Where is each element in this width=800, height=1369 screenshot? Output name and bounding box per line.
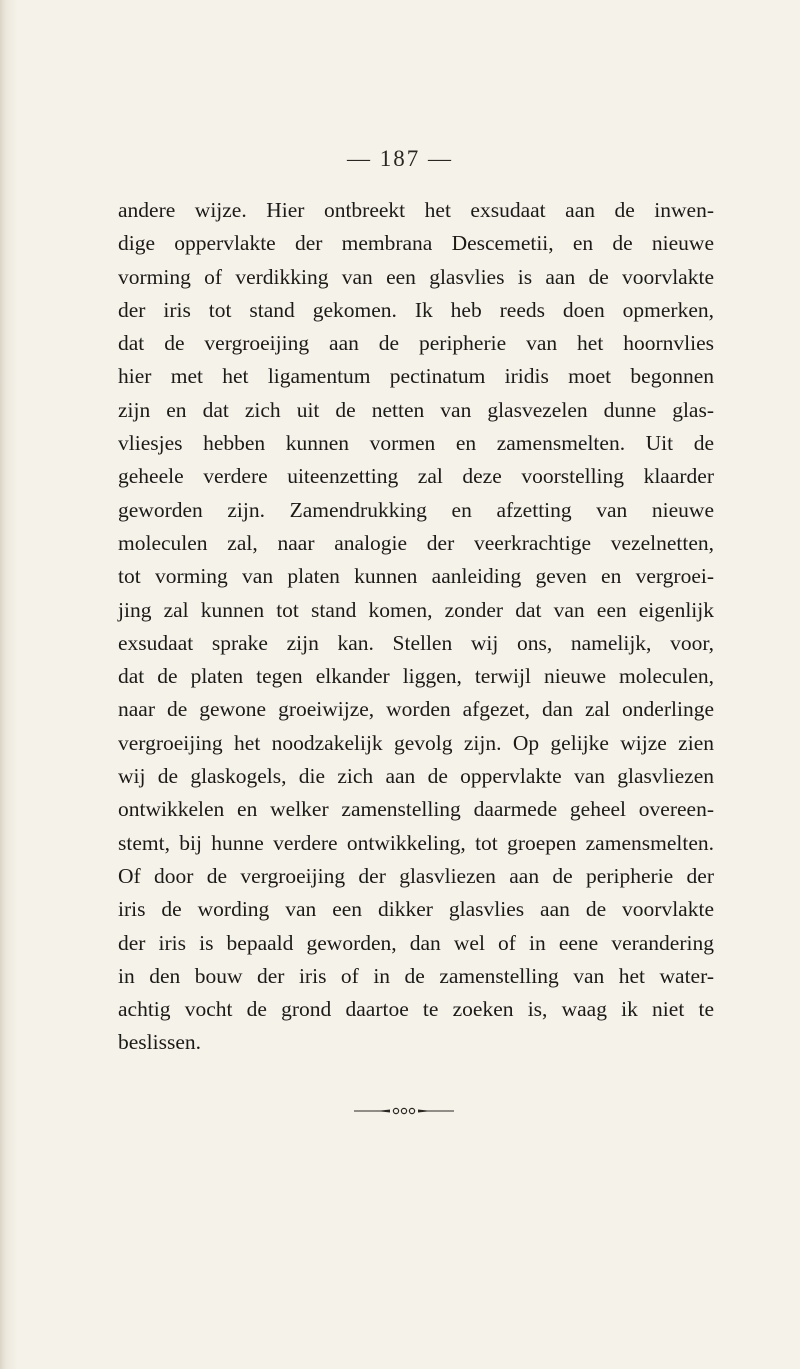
- text-line: exsudaat sprake zijn kan. Stellen wij ons, namelijk, voor,: [118, 630, 714, 655]
- text-line: zijn en dat zich uit de netten van glasvezelen dunne glas-: [118, 397, 714, 422]
- text-line: dige oppervlakte der membrana Descemetii, en de nieuwe: [118, 231, 714, 256]
- text-line: iris de wording van een dikker glasvlies aan de voorvlakte: [118, 897, 714, 922]
- text-line: achtig vocht de grond daartoe te zoeken is, waag ik niet te: [118, 997, 714, 1022]
- text-line: der iris is bepaald geworden, dan wel of in eene verandering: [118, 930, 714, 955]
- text-line-last: beslissen.: [118, 1030, 202, 1055]
- text-line: geworden zijn. Zamendrukking en afzetting van nieuwe: [118, 497, 714, 522]
- text-line: geheele verdere uiteenzetting zal deze voorstelling klaarder: [118, 464, 714, 489]
- text-line: naar de gewone groeiwijze, worden afgezet, dan zal onderlinge: [118, 697, 714, 722]
- text-line: Of door de vergroeijing der glasvliezen aan de peripherie der: [118, 863, 714, 888]
- printer-ornament-icon: [352, 1107, 456, 1115]
- text-line: jing zal kunnen tot stand komen, zonder dat van een eigenlijk: [118, 597, 714, 622]
- body-text: [118, 194, 714, 1060]
- text-line: vergroeijing het noodzakelijk gevolg zijn. Op gelijke wijze zien: [118, 730, 714, 755]
- text-line: vliesjes hebben kunnen vormen en zamensmelten. Uit de: [118, 431, 714, 456]
- text-line: stemt, bij hunne verdere ontwikkeling, tot groepen zamensmelten.: [118, 830, 714, 855]
- text-line: dat de platen tegen elkander liggen, terwijl nieuwe moleculen,: [118, 664, 714, 689]
- text-line: andere wijze. Hier ontbreekt het exsudaat aan de inwen-: [118, 198, 714, 222]
- text-line: der iris tot stand gekomen. Ik heb reeds doen opmerken,: [118, 297, 714, 322]
- text-line: dat de vergroeijing aan de peripherie van het hoornvlies: [118, 331, 714, 356]
- text-line: tot vorming van platen kunnen aanleiding geven en vergroei-: [118, 564, 714, 589]
- text-line: ontwikkelen en welker zamenstelling daarmede geheel overeen-: [118, 797, 714, 822]
- text-line: wij de glaskogels, die zich aan de oppervlakte van glasvliezen: [118, 764, 714, 789]
- text-line: moleculen zal, naar analogie der veerkrachtige vezelnetten,: [118, 530, 714, 555]
- page-number: — 187 —: [347, 146, 453, 171]
- text-line: hier met het ligamentum pectinatum iridis moet begonnen: [118, 364, 714, 389]
- text-line: vorming of verdikking van een glasvlies is aan de voorvlakte: [118, 264, 714, 289]
- text-line: in den bouw der iris of in de zamenstelling van het water-: [118, 963, 714, 988]
